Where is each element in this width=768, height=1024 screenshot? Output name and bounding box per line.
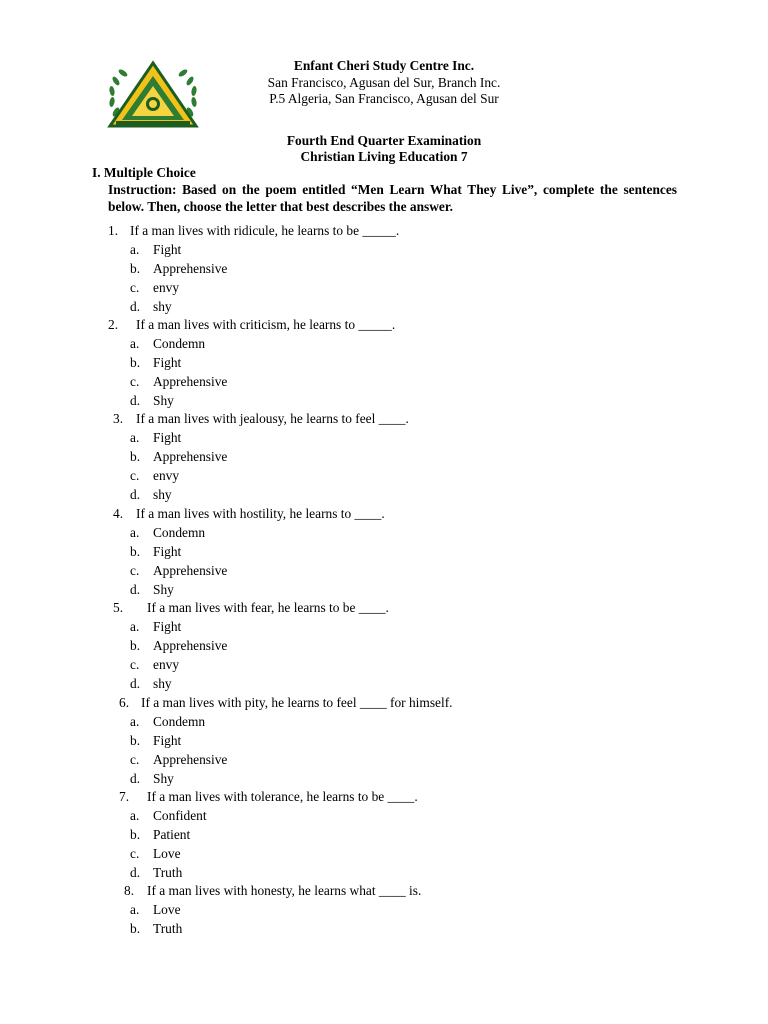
choice-letter: c. bbox=[130, 468, 140, 483]
question-text: If a man lives with fear, he learns to be ____. bbox=[147, 600, 389, 615]
choice-text: Condemn bbox=[153, 525, 206, 540]
choice-letter: b. bbox=[130, 638, 141, 653]
choice-text: Shy bbox=[153, 393, 174, 408]
question-text: If a man lives with pity, he learns to feel ____ for himself. bbox=[141, 695, 453, 710]
choice-letter: d. bbox=[130, 676, 141, 691]
question-number: 1. bbox=[108, 223, 119, 238]
choice-text: Truth bbox=[153, 865, 183, 880]
choice-letter: d. bbox=[130, 582, 141, 597]
question-number: 7. bbox=[119, 789, 130, 804]
question-number: 4. bbox=[113, 506, 124, 521]
choice-letter: b. bbox=[130, 355, 141, 370]
choice-text: Apprehensive bbox=[153, 638, 228, 653]
question-number: 8. bbox=[124, 883, 135, 898]
choice-text: Condemn bbox=[153, 714, 206, 729]
choice-letter: d. bbox=[130, 865, 141, 880]
question-text: If a man lives with ridicule, he learns to be _____. bbox=[130, 223, 400, 238]
choice-letter: a. bbox=[130, 242, 140, 257]
question-number: 2. bbox=[108, 317, 119, 332]
choice-text: Apprehensive bbox=[153, 374, 228, 389]
choice-text: Fight bbox=[153, 355, 182, 370]
subject-title: Christian Living Education 7 bbox=[300, 149, 468, 164]
choice-letter: c. bbox=[130, 374, 140, 389]
choice-letter: d. bbox=[130, 487, 141, 502]
choice-text: Apprehensive bbox=[153, 752, 228, 767]
question-text: If a man lives with honesty, he learns what ____ is. bbox=[147, 883, 422, 898]
school-name: Enfant Cheri Study Centre Inc. bbox=[293, 58, 475, 73]
choice-text: Truth bbox=[153, 921, 183, 936]
question-text: If a man lives with hostility, he learns to ____. bbox=[136, 506, 385, 521]
choice-text: Fight bbox=[153, 733, 182, 748]
choice-letter: c. bbox=[130, 563, 140, 578]
question-number: 6. bbox=[119, 695, 130, 710]
choice-letter: d. bbox=[130, 299, 141, 314]
choice-text: Love bbox=[153, 846, 181, 861]
choice-text: Patient bbox=[153, 827, 191, 842]
question-text: If a man lives with criticism, he learns to _____. bbox=[136, 317, 396, 332]
choice-letter: a. bbox=[130, 336, 140, 351]
choice-text: shy bbox=[153, 676, 172, 691]
choice-text: Shy bbox=[153, 771, 174, 786]
choice-letter: d. bbox=[130, 393, 141, 408]
choice-letter: d. bbox=[130, 771, 141, 786]
choice-letter: c. bbox=[130, 752, 140, 767]
choice-letter: b. bbox=[130, 261, 141, 276]
choice-text: Fight bbox=[153, 242, 182, 257]
question-text: If a man lives with tolerance, he learns to be ____. bbox=[147, 789, 418, 804]
address-line-1: San Francisco, Agusan del Sur, Branch Inc. bbox=[267, 75, 501, 90]
choice-text: Condemn bbox=[153, 336, 206, 351]
choice-letter: b. bbox=[130, 449, 141, 464]
choice-text: Apprehensive bbox=[153, 449, 228, 464]
choice-letter: a. bbox=[130, 525, 140, 540]
choice-text: shy bbox=[153, 487, 172, 502]
question-text: If a man lives with jealousy, he learns to feel ____. bbox=[136, 411, 409, 426]
choice-text: envy bbox=[153, 657, 180, 672]
choice-text: Shy bbox=[153, 582, 174, 597]
choice-text: Fight bbox=[153, 619, 182, 634]
address-line-2: P.5 Algeria, San Francisco, Agusan del Sur bbox=[269, 91, 499, 106]
choice-letter: c. bbox=[130, 657, 140, 672]
question-number: 3. bbox=[113, 411, 124, 426]
choice-text: Apprehensive bbox=[153, 261, 228, 276]
instruction-text: Instruction: Based on the poem entitled “Men Learn What They Live”, complete the sentences below. Then, choose the letter that best describes the answer. bbox=[108, 182, 677, 214]
choice-letter: a. bbox=[130, 808, 140, 823]
choice-text: Love bbox=[153, 902, 181, 917]
choice-text: envy bbox=[153, 468, 180, 483]
choice-text: shy bbox=[153, 299, 172, 314]
choice-text: Fight bbox=[153, 430, 182, 445]
exam-title: Fourth End Quarter Examination bbox=[286, 133, 482, 148]
choice-text: Fight bbox=[153, 544, 182, 559]
choice-letter: c. bbox=[130, 846, 140, 861]
question-number: 5. bbox=[113, 600, 124, 615]
choice-text: Apprehensive bbox=[153, 563, 228, 578]
choice-letter: b. bbox=[130, 827, 141, 842]
school-logo bbox=[104, 60, 202, 132]
section-title: I. Multiple Choice bbox=[92, 165, 196, 180]
choice-letter: a. bbox=[130, 902, 140, 917]
choice-text: envy bbox=[153, 280, 180, 295]
choice-letter: a. bbox=[130, 430, 140, 445]
choice-letter: b. bbox=[130, 921, 141, 936]
choice-letter: b. bbox=[130, 733, 141, 748]
choice-letter: a. bbox=[130, 714, 140, 729]
choice-letter: a. bbox=[130, 619, 140, 634]
choice-letter: b. bbox=[130, 544, 141, 559]
choice-text: Confident bbox=[153, 808, 207, 823]
choice-letter: c. bbox=[130, 280, 140, 295]
